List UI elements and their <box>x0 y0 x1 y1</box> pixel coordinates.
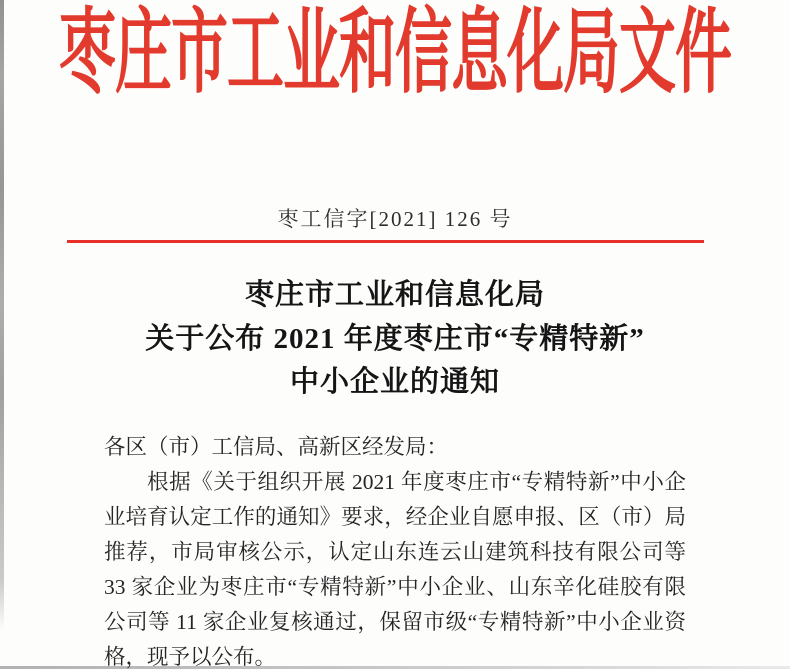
document-reference-number: 枣工信字[2021] 126 号 <box>277 207 513 231</box>
agency-letterhead-title: 枣庄市工业和信息化局文件 <box>59 2 731 105</box>
document-body <box>104 430 686 669</box>
document-title-line-2: 关于公布 2021 年度枣庄市“专精特新” <box>145 322 645 355</box>
document-title-line-3: 中小企业的通知 <box>289 366 500 398</box>
body-paragraph: 根据《关于组织开展 2021 年度枣庄市“专精特新”中小企业培育认定工作的通知》要求，经企业自愿申报、区（市）局推荐，市局审核公示，认定山东连云山建筑科技有限公司等 33 家企业为枣庄市“专精特新”中小企业、山东辛化硅胶有限公司等 11 家企业复核通过，保留市级“专精特新”中小企业资格，现予以公布。 <box>104 470 686 669</box>
salutation-line: 各区（市）工信局、高新区经发局： <box>104 435 449 459</box>
red-divider-rule <box>67 240 704 243</box>
document-title <box>0 274 790 405</box>
document-title-line-1: 枣庄市工业和信息化局 <box>244 279 545 311</box>
